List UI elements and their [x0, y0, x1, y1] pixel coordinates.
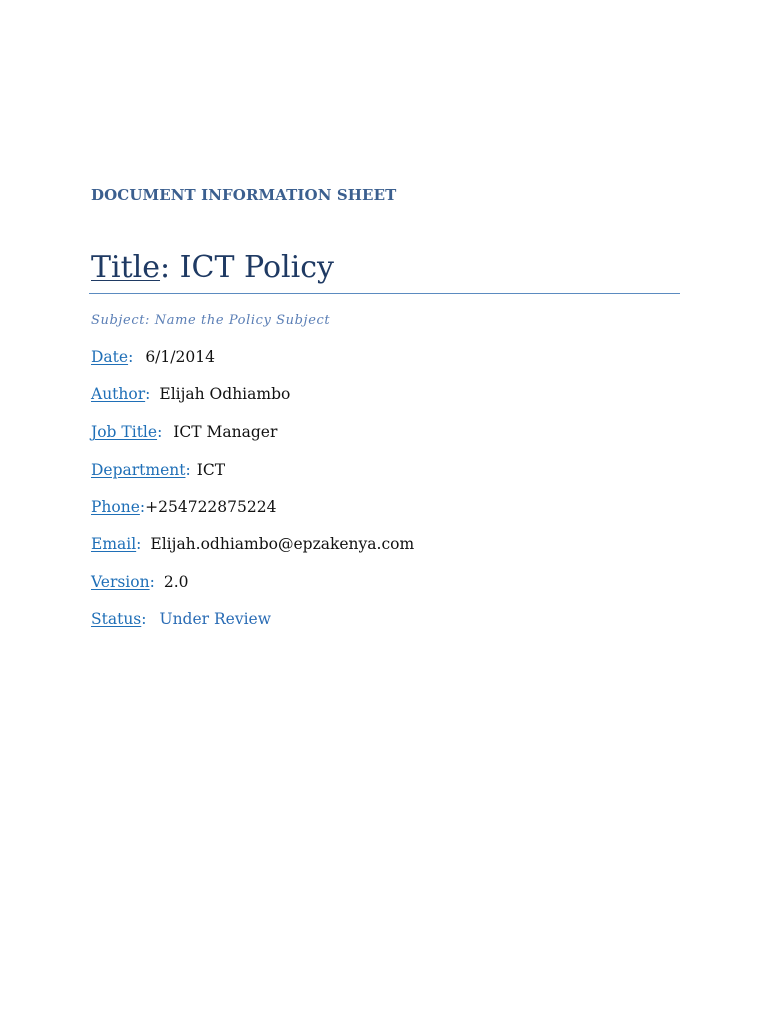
- job-title-separator: :: [157, 423, 163, 441]
- department-separator: :: [185, 461, 191, 479]
- author-value: Elijah Odhiambo: [159, 385, 291, 403]
- field-email: [91, 533, 414, 555]
- field-author: [91, 383, 290, 405]
- status-value: Under Review: [159, 610, 271, 628]
- title-divider: [89, 293, 680, 294]
- field-status: [91, 608, 271, 630]
- department-label[interactable]: Department: [91, 461, 186, 479]
- field-phone: [91, 496, 276, 518]
- date-separator: :: [128, 348, 134, 366]
- author-label[interactable]: Author: [91, 385, 146, 403]
- version-separator: :: [149, 573, 155, 591]
- author-separator: :: [145, 385, 151, 403]
- job-title-label[interactable]: Job Title: [91, 423, 158, 441]
- date-label[interactable]: Date: [91, 348, 129, 366]
- field-version: [91, 571, 188, 593]
- version-value: 2.0: [163, 573, 189, 591]
- document-title: [91, 248, 334, 288]
- department-value: ICT: [196, 461, 226, 479]
- date-value: 6/1/2014: [145, 348, 215, 366]
- title-value: ICT Policy: [170, 250, 334, 285]
- email-separator: :: [136, 535, 142, 553]
- status-separator: :: [141, 610, 147, 628]
- version-label[interactable]: Version: [91, 573, 150, 591]
- field-date: [91, 346, 215, 368]
- email-value: Elijah.odhiambo@epzakenya.com: [150, 535, 415, 553]
- phone-separator: :: [139, 498, 146, 516]
- phone-label[interactable]: Phone: [91, 498, 140, 516]
- field-department: [91, 459, 225, 481]
- status-label[interactable]: Status: [91, 610, 142, 628]
- sheet-heading: DOCUMENT INFORMATION SHEET: [91, 186, 397, 204]
- title-label: Title: [91, 250, 161, 285]
- title-separator: :: [160, 250, 171, 285]
- phone-value: +254722875224: [145, 498, 277, 516]
- job-title-value: ICT Manager: [173, 423, 278, 441]
- subject-line: Subject: Name the Policy Subject: [91, 313, 331, 328]
- email-label[interactable]: Email: [91, 535, 137, 553]
- field-job-title: [91, 421, 277, 443]
